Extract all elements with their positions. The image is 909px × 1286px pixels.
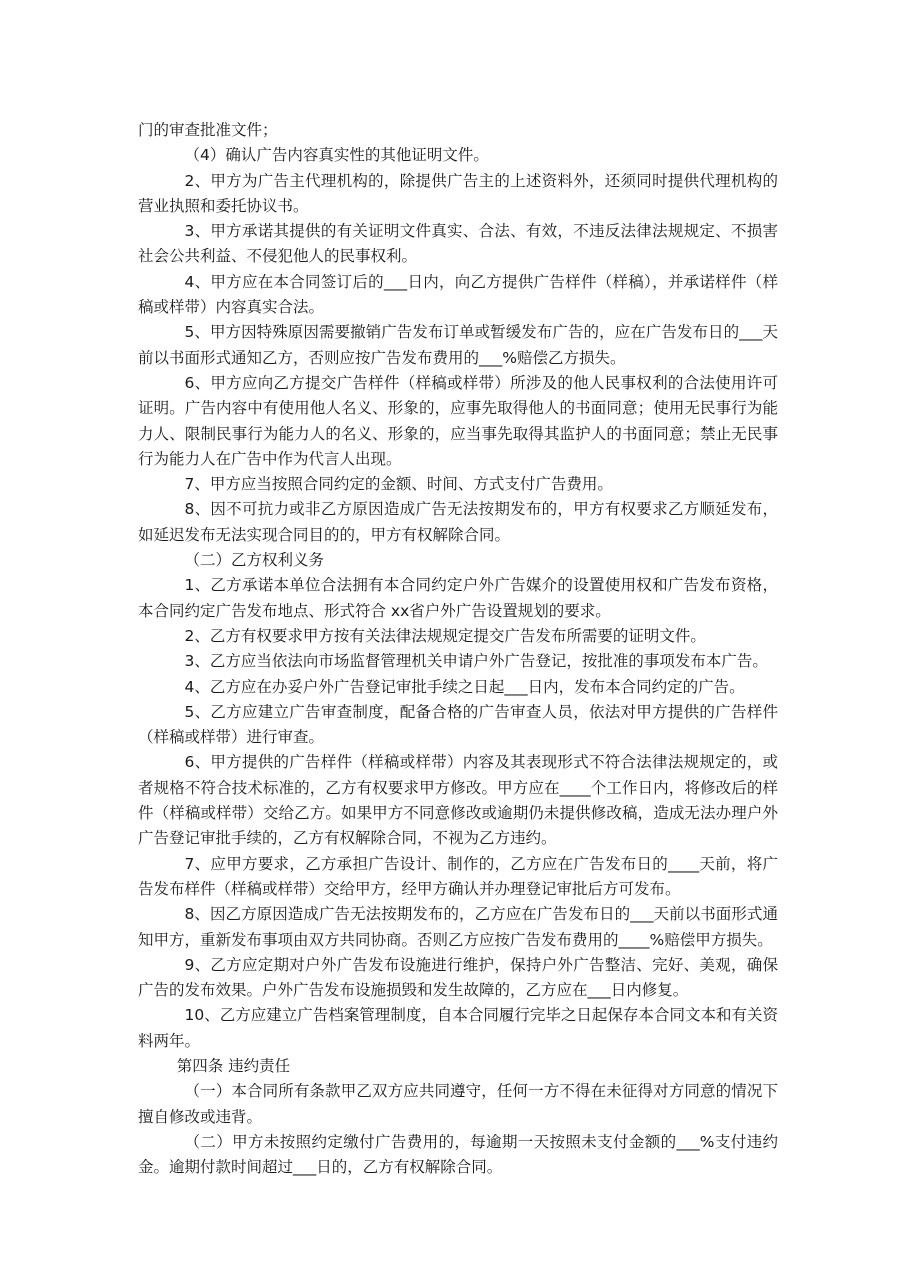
paragraph-party-a-6: 6、甲方应向乙方提交广告样件（样稿或样带）所涉及的他人民事权利的合法使用许可证明。广告内容中有使用他人名义、形象的，应事先取得他人的书面同意；使用无民事行为能力人、限制民事行为能力人的名义、形象的，应当事先取得其监护人的书面同意；禁止无民事行为能力人在广告中作为代言人出现。 <box>138 373 778 468</box>
paragraph-party-b-6: 6、甲方提供的广告样件（样稿或样带）内容及其表现形式不符合法律法规规定的，或者规格不符合技术标准的，乙方有权要求甲方修改。甲方应在____个工作日内，将修改后的样件（样稿或样带）交给乙方。如果甲方不同意修改或逾期仍未提供修改稿，造成无法办理户外广告登记审批手续的，乙方有权解除合同，不视为乙方违约。 <box>138 753 778 848</box>
paragraph-party-b-7: 7、应甲方要求，乙方承担广告设计、制作的，乙方应在广告发布日的____天前，将广告发布样件（样稿或样带）交给甲方，经甲方确认并办理登记审批后方可发布。 <box>138 854 778 898</box>
paragraph-item-4: （4）确认广告内容真实性的其他证明文件。 <box>184 146 489 165</box>
paragraph-party-a-5: 5、甲方因特殊原因需要撤销广告发布订单或暂缓发布广告的，应在广告发布日的___天前以书面形式通知乙方，否则应按广告发布费用的___%赔偿乙方损失。 <box>138 323 778 367</box>
paragraph-party-b-5: 5、乙方应建立广告审查制度，配备合格的广告审查人员，依法对甲方提供的广告样件（样稿或样带）进行审查。 <box>138 702 778 747</box>
article-heading-liability: 第四条 违约责任 <box>176 1056 291 1075</box>
paragraph-party-b-8: 8、因乙方原因造成广告无法按期发布的，乙方应在广告发布日的___天前以书面形式通知甲方，重新发布事项由双方共同协商。否则乙方应按广告发布费用的____%赔偿甲方损失。 <box>138 905 778 949</box>
paragraph-party-b-9: 9、乙方应定期对户外广告发布设施进行维护，保持户外广告整洁、完好、美观，确保广告的发布效果。户外广告发布设施损毁和发生故障的，乙方应在___日内修复。 <box>138 955 778 1000</box>
paragraph-party-b-4: 4、乙方应在办妥户外广告登记审批手续之日起___日内，发布本合同约定的广告。 <box>184 677 745 696</box>
paragraph-party-a-7: 7、甲方应当按照合同约定的金额、时间、方式支付广告费用。 <box>184 475 613 494</box>
paragraph-party-a-8: 8、因不可抗力或非乙方原因造成广告无法按期发布的，甲方有权要求乙方顺延发布，如延迟发布无法实现合同目的的，甲方有权解除合同。 <box>138 500 778 544</box>
paragraph-party-b-1: 1、乙方承诺本单位合法拥有本合同约定户外广告媒介的设置使用权和广告发布资格，本合同约定广告发布地点、形式符合 xx省户外广告设置规划的要求。 <box>138 576 778 620</box>
document-body <box>138 118 778 1180</box>
paragraph-party-b-3: 3、乙方应当依法向市场监督管理机关申请户外广告登记，按批准的事项发布本广告。 <box>184 652 768 671</box>
section-heading-party-b: （二）乙方权利义务 <box>184 551 325 570</box>
paragraph-liability-2: （二）甲方未按照约定缴付广告费用的，每逾期一天按照未支付金额的___%支付违约金。逾期付款时间超过___日的，乙方有权解除合同。 <box>138 1132 778 1177</box>
paragraph-party-a-4: 4、甲方应在本合同签订后的___日内，向乙方提供广告样件（样稿），并承诺样件（样稿或样带）内容真实合法。 <box>138 272 778 317</box>
paragraph-continuation: 门的审查批准文件； <box>138 121 278 139</box>
paragraph-liability-1: （一）本合同所有条款甲乙双方应共同遵守，任何一方不得在未征得对方同意的情况下擅自修改或违背。 <box>138 1082 778 1126</box>
paragraph-party-a-2: 2、甲方为广告主代理机构的，除提供广告主的上述资料外，还须同时提供代理机构的营业执照和委托协议书。 <box>138 171 778 215</box>
paragraph-party-a-3: 3、甲方承诺其提供的有关证明文件真实、合法、有效，不违反法律法规规定、不损害社会公共利益、不侵犯他人的民事权利。 <box>138 222 778 266</box>
paragraph-party-b-10: 10、乙方应建立广告档案管理制度，自本合同履行完毕之日起保存本合同文本和有关资料两年。 <box>138 1006 778 1050</box>
paragraph-party-b-2: 2、乙方有权要求甲方按有关法律法规规定提交广告发布所需要的证明文件。 <box>184 626 706 645</box>
